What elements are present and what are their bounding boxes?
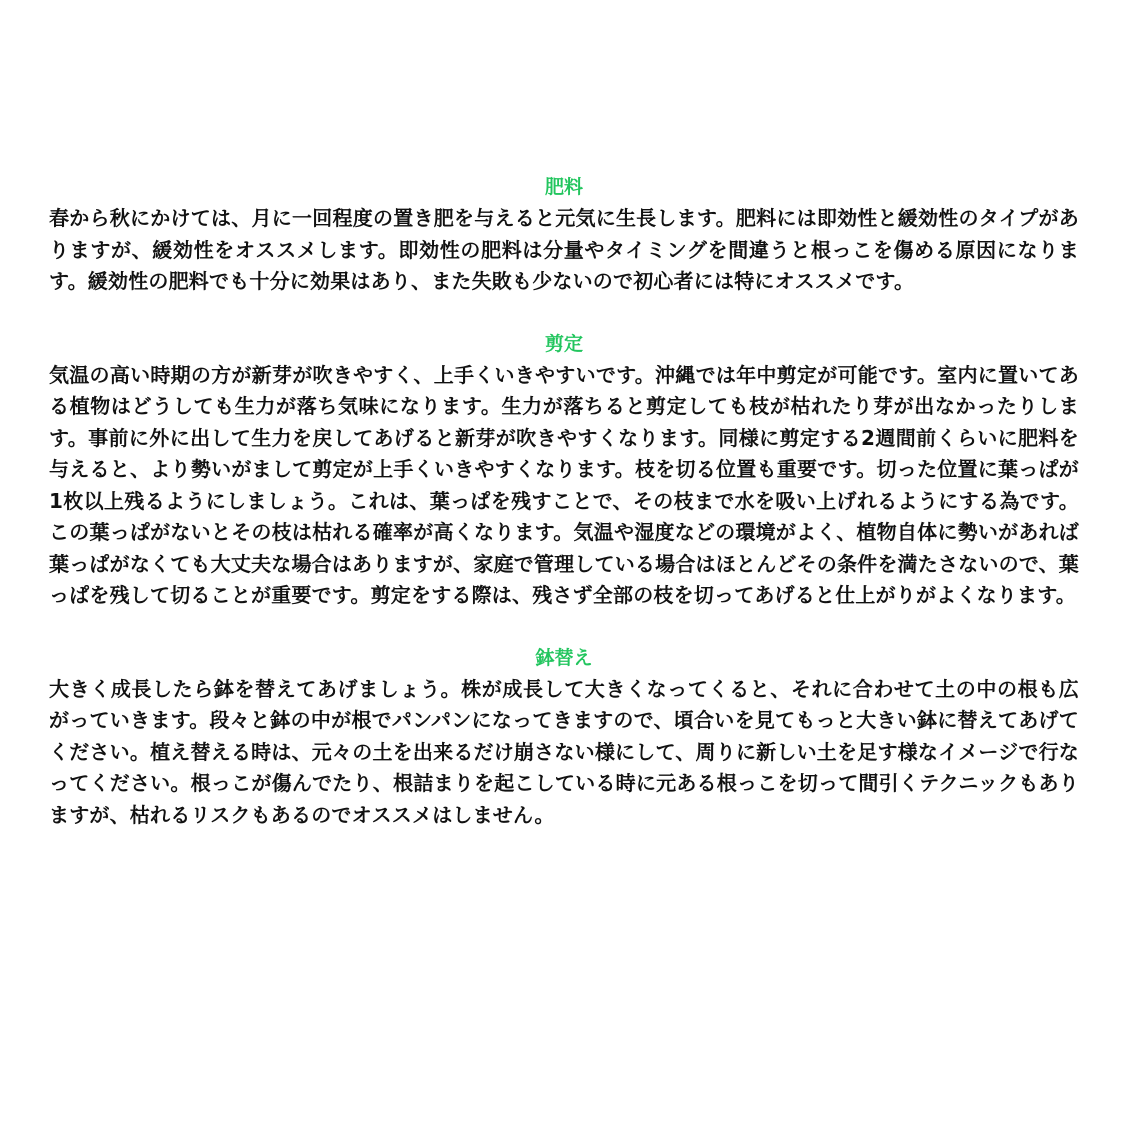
section-heading-fertilizer: 肥料 <box>544 176 583 198</box>
care-guide <box>49 172 1079 831</box>
section-pruning <box>49 329 1079 612</box>
section-body-pruning: 気温の高い時期の方が新芽が吹きやすく、上手くいきやすいです。沖縄では年中剪定が可能です。室内に置いてある植物はどうしても生力が落ち気味になります。生力が落ちると剪定しても枝が枯れたり芽が出なかったりします。事前に外に出して生力を戻してあげると新芽が吹きやすくなります。同様に剪定する2週間前くらいに肥料を与えると、より勢いがまして剪定が上手くいきやすくなります。枝を切る位置も重要です。切った位置に葉っぱが1枚以上残るようにしましょう。これは、葉っぱを残すことで、その枝まで水を吸い上げれるようにする為です。この葉っぱがないとその枝は枯れる確率が高くなります。気温や湿度などの環境がよく、植物自体に勢いがあれば葉っぱがなくても大丈夫な場合はありますが、家庭で管理している場合はほとんどその条件を満たさないので、葉っぱを残して切ることが重要です。剪定をする際は、残さず全部の枝を切ってあげると仕上がりがよくなります。 <box>49 362 1079 607</box>
section-body-repotting: 大きく成長したら鉢を替えてあげましょう。株が成長して大きくなってくると、それに合わせて土の中の根も広がっていきます。段々と鉢の中が根でパンパンになってきますので、頃合いを見てもっと大きい鉢に替えてあげてください。植え替える時は、元々の土を出来るだけ崩さない様にして、周りに新しい土を足す様なイメージで行なってください。根っこが傷んでたり、根詰まりを起こしている時に元ある根っこを切って間引くテクニックもありますが、枯れるリスクもあるのでオススメはしません。 <box>49 676 1079 827</box>
section-fertilizer <box>49 172 1079 298</box>
section-heading-pruning: 剪定 <box>544 332 583 355</box>
section-repotting <box>49 643 1079 832</box>
section-heading-repotting: 鉢替え <box>535 646 593 669</box>
section-body-fertilizer: 春から秋にかけては、月に一回程度の置き肥を与えると元気に生長します。肥料には即効性と緩効性のタイプがありますが、緩効性をオススメします。即効性の肥料は分量やタイミングを間違うと根っこを傷める原因になります。緩効性の肥料でも十分に効果はあり、また失敗も少ないので初心者には特にオススメです。 <box>49 206 1079 293</box>
